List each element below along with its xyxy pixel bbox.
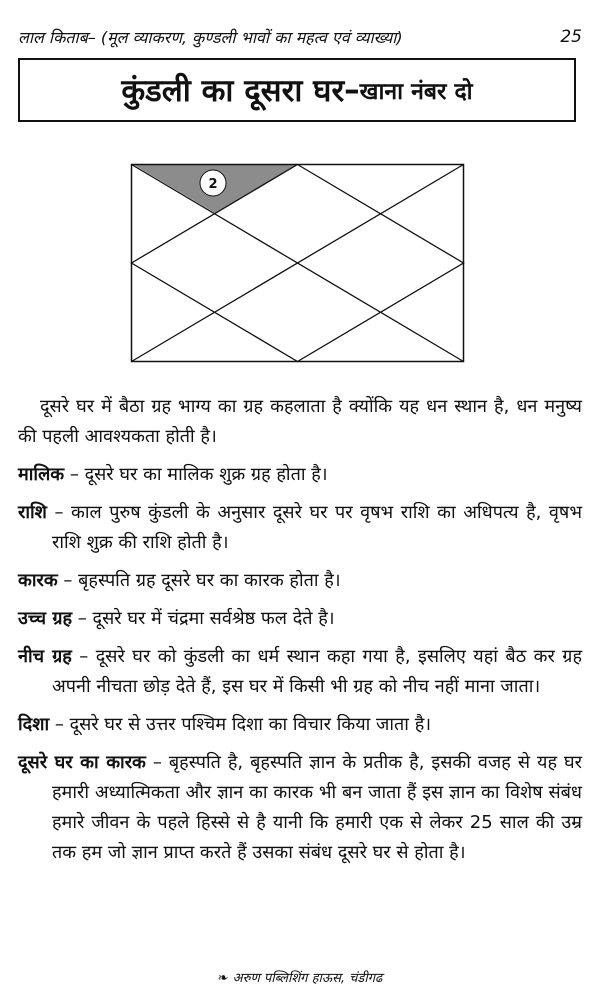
title-dash: – [344, 72, 360, 108]
definition-text: – दूसरे घर को कुंडली का धर्म स्थान कहा गया है, इसलिए यहां बैठ कर ग्रह अपनी नीचता छोड़ देते हैं, इस घर में किसी भी ग्रह को नीच नहीं माना जाता। [52, 646, 583, 697]
definition-item [18, 498, 582, 558]
definition-term: दिशा [18, 714, 50, 735]
house-number-label: 2 [208, 177, 218, 192]
definition-item [18, 642, 582, 702]
definition-text: – काल पुरुष कुंडली के अनुसार दूसरे घर पर वृषभ राशि का अधिपत्य है, वृषभ राशि शुक्र की राशि होती है। [46, 502, 582, 553]
definition-text: – दूसरे घर का मालिक शुक्र ग्रह होता है। [64, 464, 328, 485]
kundli-chart [130, 163, 465, 363]
running-title: लाल किताब– (मूल व्याकरण, कुण्डली भावों का महत्व एवं व्याख्या) [18, 28, 403, 47]
definition-text: – दूसरे घर में चंद्रमा सर्वश्रेष्ठ फल देते है। [72, 608, 335, 629]
definition-term: राशि [18, 502, 47, 523]
definition-term: कारक [18, 570, 58, 591]
publisher-name: अरुण पब्लिशिंग हाऊस, चंडीगढ [228, 971, 383, 986]
intro-paragraph: दूसरे घर में बैठा ग्रह भाग्य का ग्रह कहलाता है क्योंकि यह धन स्थान है, धन मनुष्य की पहली आवश्यकता होती है। [18, 396, 582, 447]
page-number: 25 [560, 27, 582, 47]
publisher-footer [0, 968, 600, 986]
definition-item [18, 604, 582, 634]
definition-item [18, 748, 582, 868]
definition-item [18, 710, 582, 740]
definition-term: नीच ग्रह [18, 646, 72, 667]
chapter-title-box [18, 58, 576, 122]
definition-term: उच्च ग्रह [18, 608, 73, 629]
definition-text: – बृहस्पति है, बृहस्पति ज्ञान के प्रतीक है, इसकी वजह से यह घर हमारी अध्यात्मिकता और ज्ञान का कारक भी बन जाता हैं इस ज्ञान का विशेष संबंध हमारे जीवन के पहले हिस्से से है यानी कि हमारी एक से लेकर 25 साल की उम्र तक हम जो ज्ञान प्राप्त करते हैं उसका संबंध दूसरे घर से होता है। [52, 752, 582, 863]
chapter-title: कुंडली का दूसरा घर [121, 73, 345, 109]
definition-text: – बृहस्पति ग्रह दूसरे घर का कारक होता है। [57, 570, 341, 591]
definition-item [18, 566, 582, 596]
page-body [18, 392, 582, 876]
definition-term: दूसरे घर का कारक [18, 752, 146, 773]
chapter-subtitle: खाना नंबर दो [359, 79, 473, 105]
definition-item [18, 460, 582, 490]
definition-text: – दूसरे घर से उत्तर पश्चिम दिशा का विचार किया जाता है। [49, 714, 432, 735]
footer-ornament-icon: ❧ [217, 971, 229, 986]
definition-term: मालिक [18, 464, 65, 485]
running-header [18, 22, 582, 52]
